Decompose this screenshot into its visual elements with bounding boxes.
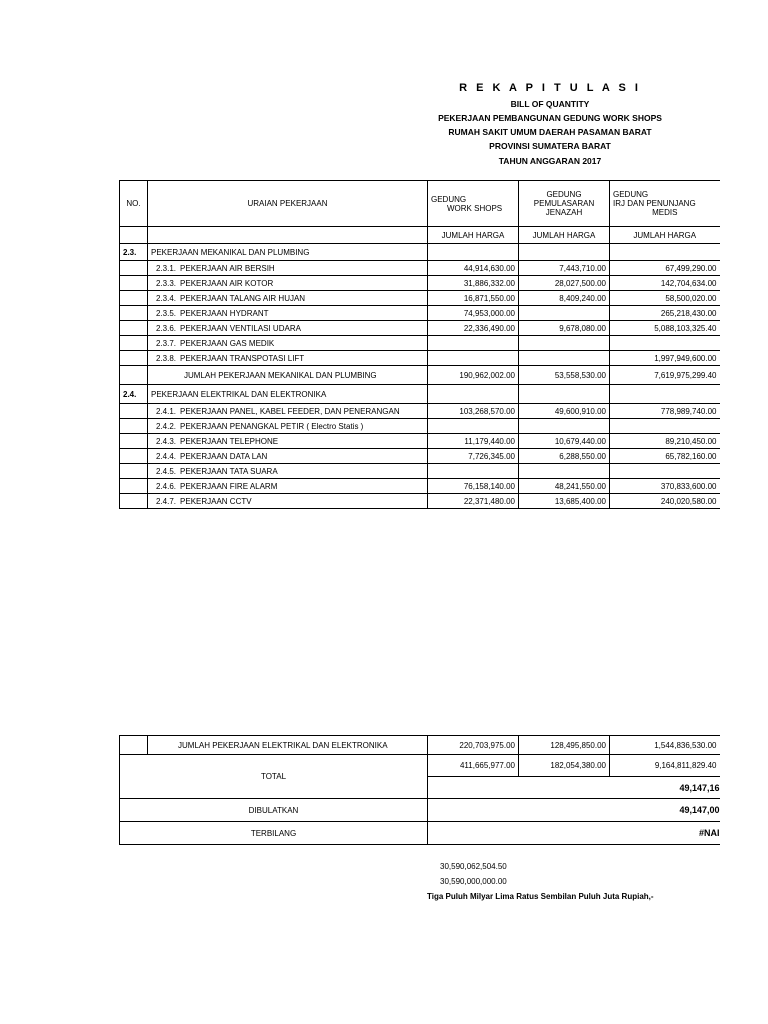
item-v2: 13,685,400.00 [519,494,610,509]
section1-total-v2: 53,558,530.00 [519,366,610,385]
item-v2 [519,351,610,366]
table-row [120,306,720,321]
total-v1: 411,665,977.00 [428,755,519,777]
item-code: 2.4.2. [156,421,177,431]
item-v1: 103,268,570.00 [428,404,519,419]
subtitle-line-1: BILL OF QUANTITY [510,99,590,109]
item-name: PEKERJAAN AIR KOTOR [180,278,274,288]
g3-line-3: MEDIS [652,208,678,217]
item-name: PEKERJAAN TALANG AIR HUJAN [180,293,306,303]
item-name: PEKERJAAN VENTILASI UDARA [180,323,301,333]
jumlah-harga-1: JUMLAH HARGA [428,227,519,244]
table-row [120,336,720,351]
g2-line-2: PEMULASARAN [533,199,595,208]
row-item [148,449,428,464]
table-row [120,351,720,366]
section2-title: PEKERJAAN ELEKTRIKAL DAN ELEKTRONIKA [148,385,428,404]
grand-total: 49,147,16 [428,777,720,799]
col-uraian-header: URAIAN PEKERJAAN [148,181,428,227]
item-code: 2.4.4. [156,451,177,461]
g1-line-2: WORK SHOPS [447,203,503,213]
section1-total-v3: 7,619,975,299.40 [610,366,720,385]
row-item [148,276,428,291]
row-item [148,479,428,494]
subtitle-line-4: PROVINSI SUMATERA BARAT [489,141,611,151]
item-v3: 5,088,103,325.40 [610,321,720,336]
item-v2 [519,306,610,321]
item-v2: 8,409,240.00 [519,291,610,306]
item-name: PEKERJAAN TELEPHONE [180,436,279,446]
item-v2: 9,678,080.00 [519,321,610,336]
item-v3: 240,020,580.00 [610,494,720,509]
g2-line-3: JENAZAH [545,208,583,217]
row-item [148,321,428,336]
item-code: 2.4.5. [156,466,177,476]
item-code: 2.3.6. [156,323,177,333]
row-item [148,336,428,351]
item-v1 [428,419,519,434]
row-item [148,434,428,449]
item-name: PEKERJAAN CCTV [180,496,252,506]
item-v1: 74,953,000.00 [428,306,519,321]
summary-jumlah-v1: 220,703,975.00 [428,736,519,755]
section1-title: PEKERJAAN MEKANIKAL DAN PLUMBING [148,244,428,261]
terbilang-label: TERBILANG [120,822,428,845]
row-item [148,404,428,419]
row-item [148,306,428,321]
row-item [148,419,428,434]
section1-total-label: JUMLAH PEKERJAAN MEKANIKAL DAN PLUMBING [148,366,428,385]
jumlah-harga-3: JUMLAH HARGA [610,227,720,244]
row-item [148,261,428,276]
section1-total-v1: 190,962,002.00 [428,366,519,385]
footer-words: Tiga Puluh Milyar Lima Ratus Sembilan Puluh Juta Rupiah,- [427,892,654,901]
item-v1: 76,158,140.00 [428,479,519,494]
subtitle-line-2: PEKERJAAN PEMBANGUNAN GEDUNG WORK SHOPS [438,113,662,123]
item-v2: 28,027,500.00 [519,276,610,291]
item-v2 [519,464,610,479]
item-v1: 22,371,480.00 [428,494,519,509]
dibulatkan-label: DIBULATKAN [120,799,428,822]
total-v3: 9,164,811,829.40 [610,755,720,777]
item-code: 2.4.3. [156,436,177,446]
item-code: 2.4.6. [156,481,177,491]
total-v2: 182,054,380.00 [519,755,610,777]
item-v2: 48,241,550.00 [519,479,610,494]
g2-line-1: GEDUNG [546,190,582,199]
item-v3: 265,218,430.00 [610,306,720,321]
item-code: 2.3.1. [156,263,177,273]
item-v3: 142,704,634.00 [610,276,720,291]
total-label: TOTAL [120,755,428,799]
section1-no: 2.3. [120,244,148,261]
item-v3: 65,782,160.00 [610,449,720,464]
item-name: PEKERJAAN PENANGKAL PETIR ( Electro Statis ) [180,421,364,431]
table-row [120,479,720,494]
item-v2 [519,336,610,351]
item-v1 [428,351,519,366]
document-title: R E K A P I T U L A S I [459,82,641,94]
summary-table [119,735,720,845]
table-row [120,291,720,306]
jumlah-harga-2: JUMLAH HARGA [519,227,610,244]
item-code: 2.4.1. [156,406,177,416]
row-item [148,494,428,509]
item-code: 2.3.4. [156,293,177,303]
summary-jumlah-v2: 128,495,850.00 [519,736,610,755]
item-code: 2.4.7. [156,496,177,506]
col-g1-header [428,181,519,227]
item-code: 2.3.3. [156,278,177,288]
item-name: PEKERJAAN GAS MEDIK [180,338,275,348]
item-v3 [610,336,720,351]
item-v2: 7,443,710.00 [519,261,610,276]
item-v1: 44,914,630.00 [428,261,519,276]
item-name: PEKERJAAN TATA SUARA [180,466,278,476]
item-v1: 16,871,550.00 [428,291,519,306]
recap-table [119,180,720,509]
footer-amount: 30,590,062,504.50 [440,862,507,871]
item-v2: 6,288,550.00 [519,449,610,464]
item-v3 [610,419,720,434]
g3-line-1: GEDUNG [613,190,649,199]
row-item [148,291,428,306]
item-name: PEKERJAAN PANEL, KABEL FEEDER, DAN PENERANGAN [180,406,400,416]
g1-line-1: GEDUNG [431,194,467,204]
item-v2: 10,679,440.00 [519,434,610,449]
item-v1: 11,179,440.00 [428,434,519,449]
section2-no: 2.4. [120,385,148,404]
table-row [120,419,720,434]
item-v3: 778,989,740.00 [610,404,720,419]
footer-rounded: 30,590,000,000.00 [440,877,507,886]
table-row [120,321,720,336]
row-item [148,351,428,366]
table-row [120,261,720,276]
item-name: PEKERJAAN FIRE ALARM [180,481,278,491]
item-v2: 49,600,910.00 [519,404,610,419]
item-code: 2.3.8. [156,353,177,363]
item-v3: 58,500,020.00 [610,291,720,306]
col-no-header: NO. [120,181,148,227]
table-row [120,404,720,419]
item-name: PEKERJAAN AIR BERSIH [180,263,275,273]
item-v1 [428,464,519,479]
summary-jumlah-label: JUMLAH PEKERJAAN ELEKTRIKAL DAN ELEKTRONIKA [148,736,428,755]
item-v2 [519,419,610,434]
item-v3: 370,833,600.00 [610,479,720,494]
row-item [148,464,428,479]
item-v1 [428,336,519,351]
item-v3: 1,997,949,600.00 [610,351,720,366]
terbilang-value: #NAI [428,822,720,845]
item-v3: 67,499,290.00 [610,261,720,276]
summary-jumlah-v3: 1,544,836,530.00 [610,736,720,755]
dibulatkan-value: 49,147,00 [428,799,720,822]
table-row [120,449,720,464]
item-name: PEKERJAAN TRANSPOTASI LIFT [180,353,305,363]
col-g3-header [610,181,720,227]
g3-line-2: IRJ DAN PENUNJANG [613,199,696,208]
item-name: PEKERJAAN DATA LAN [180,451,268,461]
table-row [120,464,720,479]
item-v3: 89,210,450.00 [610,434,720,449]
subtitle-line-5: TAHUN ANGGARAN 2017 [498,156,602,166]
item-code: 2.3.5. [156,308,177,318]
item-v1: 31,886,332.00 [428,276,519,291]
table-row [120,434,720,449]
item-name: PEKERJAAN HYDRANT [180,308,269,318]
table-row [120,276,720,291]
subtitle-line-3: RUMAH SAKIT UMUM DAERAH PASAMAN BARAT [448,127,652,137]
item-v3 [610,464,720,479]
item-code: 2.3.7. [156,338,177,348]
item-v1: 7,726,345.00 [428,449,519,464]
table-row [120,494,720,509]
col-g2-header [519,181,610,227]
item-v1: 22,336,490.00 [428,321,519,336]
